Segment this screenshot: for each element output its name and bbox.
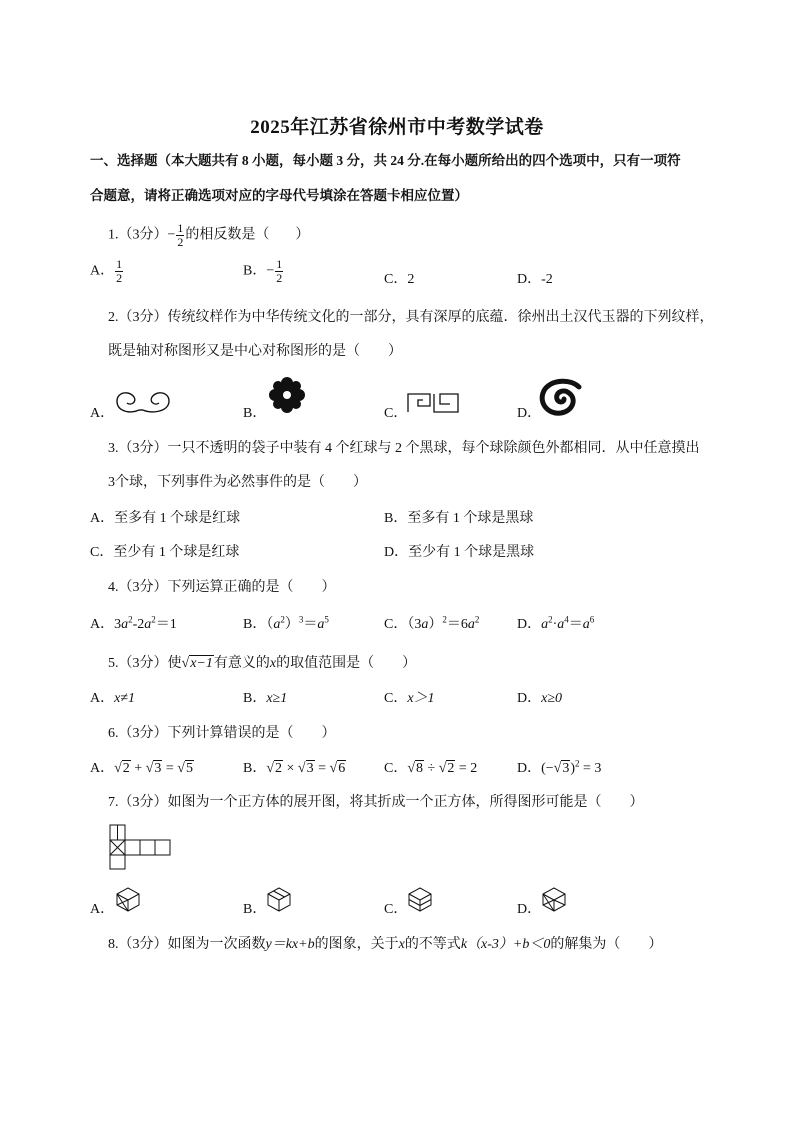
fraction: $\frac{1}{2}$: [177, 221, 184, 249]
q5-option-a[interactable]: A．x≠1: [90, 691, 136, 706]
question-4: 4.（3分）下列运算正确的是（ ）: [108, 580, 336, 595]
q1-option-b[interactable]: B．− $\frac{1}{2}$: [243, 257, 283, 285]
question-5: 5.（3分）使√x−1有意义的x的取值范围是（ ）: [108, 656, 417, 671]
q1-option-d[interactable]: D．-2: [517, 272, 553, 287]
question-8: 8.（3分）如图为一次函数y＝kx+b的图象，关于x的不等式k（x-3）+b＜0的解集为（ ）: [108, 937, 663, 952]
q3-option-a[interactable]: A．至多有 1 个球是红球: [90, 511, 241, 526]
q4-option-c[interactable]: C．$(3a)^2=6a^2$: [384, 614, 480, 632]
fret-pattern-icon: [406, 392, 462, 414]
q1-option-a[interactable]: A． $\frac{1}{2}$: [90, 257, 123, 285]
question-2-line1: 2.（3分）传统纹样作为中华传统文化的一部分，具有深厚的底蕴．徐州出土汉代玉器的下列纹样，: [108, 310, 714, 325]
page-title: 2025年江苏省徐州市中考数学试卷: [250, 117, 544, 138]
q1-option-c[interactable]: C．2: [384, 272, 415, 287]
question-2-line2: 既是轴对称图形又是中心对称图形的是（ ）: [108, 344, 402, 359]
q3-option-d[interactable]: D．至少有 1 个球是黑球: [384, 545, 535, 560]
question-3-line2: 3个球，下列事件为必然事件的是（ ）: [108, 475, 367, 490]
cube-d-icon: [540, 884, 568, 912]
q6-option-a[interactable]: A．√2 + √3 = √5: [90, 761, 193, 776]
section-heading-line1: 一、选择题（本大题共有 8 小题，每小题 3 分，共 24 分.在每小题所给出的四个选项中，只有一项符: [90, 153, 681, 168]
q2-option-b[interactable]: B．: [243, 406, 267, 421]
cube-b-icon: [265, 884, 293, 912]
cube-net-figure: [109, 824, 171, 870]
q7-option-c[interactable]: C．: [384, 902, 408, 917]
q4-option-b[interactable]: B．$(a^2)^3=a^5$: [243, 614, 329, 632]
q5-option-b[interactable]: B．x≥1: [243, 691, 288, 706]
q2-option-a[interactable]: A．: [90, 406, 115, 421]
q4-option-a[interactable]: A．$3a^2-2a^2=1$: [90, 614, 177, 632]
q6-option-d[interactable]: D．$(-√3)^2 = 3$: [517, 758, 602, 776]
section-heading-line2: 合题意，请将正确选项对应的字母代号填涂在答题卡相应位置）: [90, 188, 468, 203]
question-6: 6.（3分）下列计算错误的是（ ）: [108, 726, 336, 741]
q7-option-b[interactable]: B．: [243, 902, 267, 917]
q7-option-d[interactable]: D．: [517, 902, 542, 917]
q3-option-b[interactable]: B．至多有 1 个球是黑球: [384, 511, 534, 526]
spiral-pattern-icon: [539, 379, 583, 415]
question-3-line1: 3.（3分）一只不透明的袋子中装有 4 个红球与 2 个黑球，每个球除颜色外都相同．从中任意摸出: [108, 441, 700, 456]
cube-c-icon: [406, 884, 434, 912]
q2-option-c[interactable]: C．: [384, 406, 408, 421]
q7-option-a[interactable]: A．: [90, 902, 115, 917]
q4-option-d[interactable]: D．$a^2\cdot a^4=a^6$: [517, 614, 595, 632]
cube-a-icon: [114, 884, 142, 912]
q3-option-c[interactable]: C．至少有 1 个球是红球: [90, 545, 240, 560]
flower-pattern-icon: [267, 375, 307, 415]
question-1: 1.（3分）− $\frac{1}{2}$ 的相反数是（ ）: [108, 221, 310, 249]
q2-option-d[interactable]: D．: [517, 406, 542, 421]
cloud-pattern-icon: [113, 388, 173, 414]
q6-option-c[interactable]: C．√8 ÷ √2 = 2: [384, 761, 478, 776]
q5-option-c[interactable]: C．x＞1: [384, 691, 435, 706]
q5-option-d[interactable]: D．x≥0: [517, 691, 563, 706]
q6-option-b[interactable]: B．√2 × √3 = √6: [243, 761, 346, 776]
question-7: 7.（3分）如图为一个正方体的展开图，将其折成一个正方体，所得图形可能是（ ）: [108, 795, 644, 810]
